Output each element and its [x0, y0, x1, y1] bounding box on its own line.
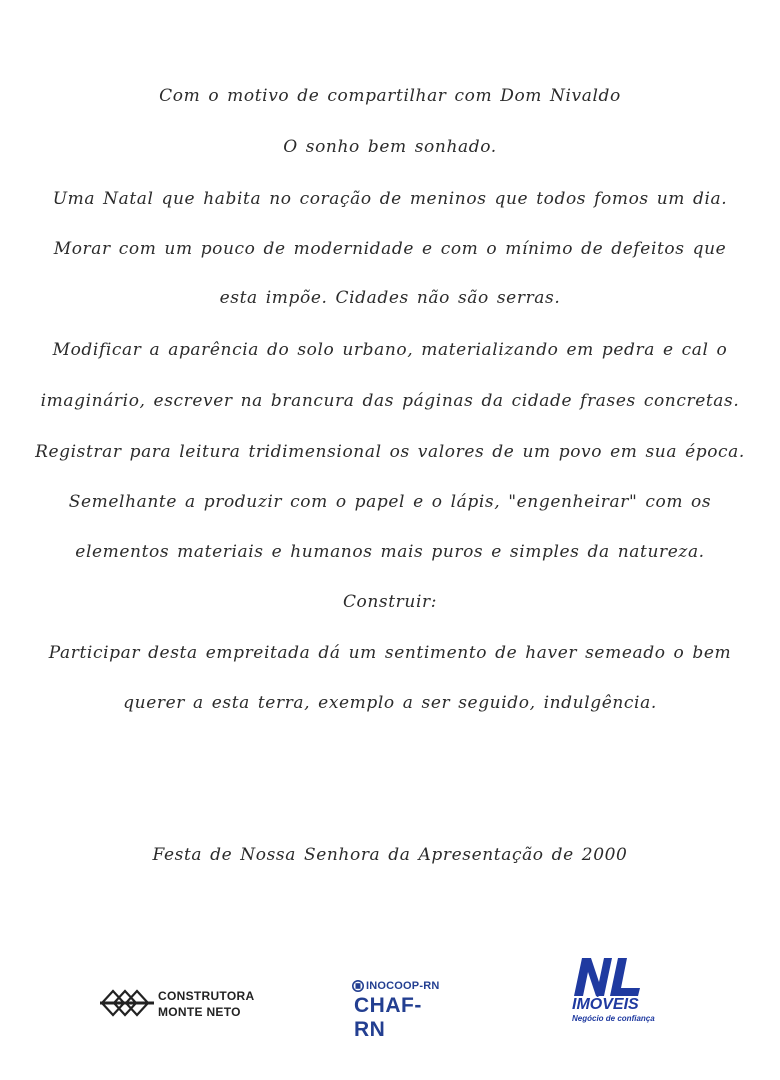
poem-heading-construir: Construir: [342, 592, 438, 612]
nl-mark-icon [560, 956, 646, 998]
poem-line: querer a esta terra, exemplo a ser seguido, indulgência. [123, 693, 657, 713]
poem-line: Semelhante a produzir com o papel e o lápis, "engenheirar" com os [68, 492, 712, 512]
monte-neto-logo [98, 984, 255, 1024]
chaf-label: CHAF-RN [354, 994, 422, 1041]
chaf-rn-logo [352, 980, 452, 1041]
poem-line: Com o motivo de compartilhar com Dom Nivaldo [159, 86, 621, 106]
monte-neto-mark-icon [98, 986, 156, 1020]
inocoop-circle-icon [352, 980, 364, 992]
poem-line: esta impõe. Cidades não são serras. [219, 288, 561, 308]
poem-line: Morar com um pouco de modernidade e com o mínimo de defeitos que [53, 239, 727, 259]
poem-line: imaginário, escrever na brancura das páginas da cidade frases concretas. [40, 391, 740, 411]
nl-tagline: Negócio de confiança [572, 1014, 655, 1023]
poem-line: Participar desta empreitada dá um sentimento de haver semeado o bem [48, 643, 732, 663]
poem-line: Registrar para leitura tridimensional os valores de um povo em sua época. [35, 442, 745, 462]
poem-line: elementos materiais e humanos mais puros e simples da natureza. [75, 542, 705, 562]
monte-neto-line1: CONSTRUTORA [158, 989, 255, 1003]
inocoop-label: INOCOOP-RN [366, 980, 440, 992]
poem-line: Uma Natal que habita no coração de meninos que todos fomos um dia. [52, 189, 728, 209]
monte-neto-line2: MONTE NETO [158, 1005, 241, 1019]
nl-imoveis-logo [560, 956, 655, 1032]
nl-brand-label: IMÓVEIS [572, 996, 639, 1013]
poem-line: Modificar a aparência do solo urbano, materializando em pedra e cal o [52, 340, 728, 360]
event-caption: Festa de Nossa Senhora da Apresentação de 2000 [152, 845, 628, 865]
poem-line: O sonho bem sonhado. [283, 137, 497, 157]
